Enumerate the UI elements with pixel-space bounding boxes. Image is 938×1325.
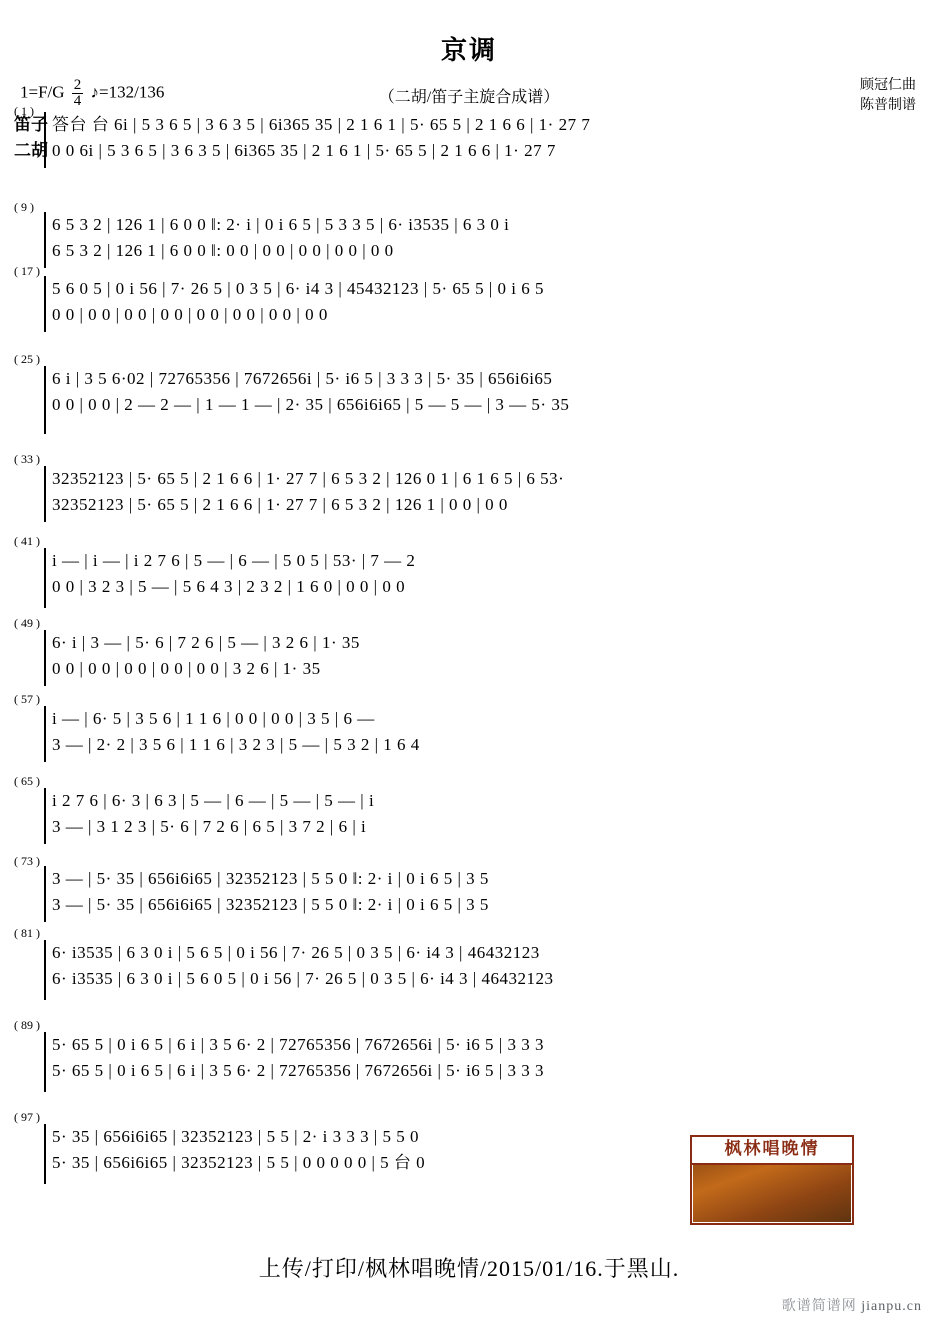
staff-line-bottom: 3 — | 2· 2 | 3 5 6 | 1 1 6 | 3 2 3 | 5 — | 5 3 2 | 1 6 4: [52, 735, 420, 754]
watermark-cn: 歌谱简谱网: [781, 1299, 857, 1314]
staff-line-bottom: 0 0 | 3 2 3 | 5 — | 5 6 4 3 | 2 3 2 | 1 6 0 | 0 0 | 0 0: [52, 577, 406, 596]
score-subtitle: （二胡/笛子主旋合成谱）: [378, 89, 560, 106]
arranger-credit: 陈普制谱: [860, 98, 916, 114]
staff-line-top: 6 i | 3 5 6·02 | 72765356 | 7672656i | 5· i6 5 | 3 3 3 | 5· 35 | 656i6i65: [52, 369, 553, 388]
staff-line-bottom: 3 — | 3 1 2 3 | 5· 6 | 7 2 6 | 6 5 | 3 7 2 | 6 | i: [52, 817, 367, 836]
bar-number: ( 81 ): [14, 926, 40, 940]
staff-line-top: 5· 65 5 | 0 i 6 5 | 6 i | 3 5 6· 2 | 72765356 | 7672656i | 5· i6 5 | 3 3 3: [52, 1035, 544, 1054]
staff-line-bottom: 5· 65 5 | 0 i 6 5 | 6 i | 3 5 6· 2 | 72765356 | 7672656i | 5· i6 5 | 3 3 3: [52, 1061, 544, 1080]
staff-line-top: 5· 35 | 656i6i65 | 32352123 | 5 5 | 2· i 3 3 3 | 5 5 0: [52, 1127, 420, 1146]
bar-number: ( 65 ): [14, 774, 40, 788]
system-10: [52, 866, 924, 918]
footer-credit: 上传/打印/枫林唱晚情/2015/01/16.于黑山.: [258, 1256, 680, 1281]
instrument-label-dizi: 笛子: [14, 115, 48, 134]
staff-line-top: 5 6 0 5 | 0 i 56 | 7· 26 5 | 0 3 5 | 6· i4 3 | 45432123 | 5· 65 5 | 0 i 6 5: [52, 279, 544, 298]
system-7: [52, 630, 924, 682]
key-signature: 1=F/G: [20, 82, 65, 102]
staff-line-bottom: 5· 35 | 656i6i65 | 32352123 | 5 5 | 0 0 0 0 0 | 5 台 0: [52, 1153, 426, 1172]
staff-line-bottom: 0 0 | 0 0 | 0 0 | 0 0 | 0 0 | 0 0 | 0 0 | 0 0: [52, 305, 328, 324]
staff-line-top: i 2 7 6 | 6· 3 | 6 3 | 5 — | 6 — | 5 — | 5 — | i: [52, 791, 375, 810]
staff-line-top: 6 5 3 2 | 126 1 | 6 0 0 ‖: 2· i | 0 i 6 5 | 5 3 3 5 | 6· i3535 | 6 3 0 i: [52, 215, 510, 234]
staff-line-top: i — | i — | i 2 7 6 | 5 — | 6 — | 5 0 5 | 53· | 7 — 2: [52, 551, 416, 570]
instrument-label-erhu: 二胡: [14, 141, 48, 160]
staff-line-top: 32352123 | 5· 65 5 | 2 1 6 6 | 1· 27 7 | 6 5 3 2 | 126 0 1 | 6 1 6 5 | 6 53·: [52, 469, 565, 488]
watermark-en: jianpu.cn: [861, 1299, 922, 1314]
staff-line-bottom: 3 — | 5· 35 | 656i6i65 | 32352123 | 5 5 0 ‖: 2· i | 0 i 6 5 | 3 5: [52, 895, 489, 914]
system-9: [52, 788, 924, 840]
system-8: [52, 706, 924, 758]
bar-number: ( 1 ): [14, 104, 34, 118]
bar-number: ( 49 ): [14, 616, 40, 630]
bar-number: ( 89 ): [14, 1018, 40, 1032]
staff-line-bottom: 0 0 | 0 0 | 0 0 | 0 0 | 0 0 | 3 2 6 | 1· 35: [52, 659, 321, 678]
system-3: [52, 276, 924, 328]
staff-line-top: 6· i | 3 — | 5· 6 | 7 2 6 | 5 — | 3 2 6 | 1· 35: [52, 633, 360, 652]
staff-line-top: 6· i3535 | 6 3 0 i | 5 6 5 | 0 i 56 | 7· 26 5 | 0 3 5 | 6· i4 3 | 46432123: [52, 943, 540, 962]
staff-line-bottom: 6 5 3 2 | 126 1 | 6 0 0 ‖: 0 0 | 0 0 | 0 0 | 0 0 | 0 0: [52, 241, 394, 260]
system-6: [52, 548, 924, 600]
staff-line-bottom: 6· i3535 | 6 3 0 i | 5 6 0 5 | 0 i 56 | 7· 26 5 | 0 3 5 | 6· i4 3 | 46432123: [52, 969, 554, 988]
bar-number: ( 73 ): [14, 854, 40, 868]
signature-stamp-image: [690, 1135, 854, 1225]
staff-line-top: 3 — | 5· 35 | 656i6i65 | 32352123 | 5 5 0 ‖: 2· i | 0 i 6 5 | 3 5: [52, 869, 489, 888]
bar-number: ( 97 ): [14, 1110, 40, 1124]
staff-line-top: 答台 台 6i | 5 3 6 5 | 3 6 3 5 | 6i365 35 | 2 1 6 1 | 5· 65 5 | 2 1 6 6 | 1· 27 7: [52, 115, 591, 134]
staff-line-bottom: 32352123 | 5· 65 5 | 2 1 6 6 | 1· 27 7 | 6 5 3 2 | 126 1 | 0 0 | 0 0: [52, 495, 508, 514]
system-4: [52, 366, 924, 418]
time-signature-numerator: 2: [73, 77, 82, 93]
composer-credit: 顾冠仁曲: [860, 78, 916, 93]
system-11: [52, 940, 924, 992]
bar-number: ( 57 ): [14, 692, 40, 706]
staff-line-bottom: 0 0 | 0 0 | 2 — 2 — | 1 — 1 — | 2· 35 | 656i6i65 | 5 — 5 — | 3 — 5· 35: [52, 395, 570, 414]
bar-number: ( 25 ): [14, 352, 40, 366]
time-signature-denominator: 4: [73, 93, 82, 109]
system-2: [52, 212, 924, 264]
bar-number: ( 41 ): [14, 534, 40, 548]
system-5: [52, 466, 924, 518]
stamp-label: 枫林唱晚情: [690, 1135, 854, 1165]
staff-line-top: i — | 6· 5 | 3 5 6 | 1 1 6 | 0 0 | 0 0 | 3 5 | 6 —: [52, 709, 375, 728]
system-1: [52, 112, 924, 164]
bar-number: ( 9 ): [14, 200, 34, 214]
staff-line-bottom: 0 0 6i | 5 3 6 5 | 3 6 3 5 | 6i365 35 | 2 1 6 1 | 5· 65 5 | 2 1 6 6 | 1· 27 7: [52, 141, 556, 160]
page-title: 京调: [440, 36, 497, 65]
site-watermark: [782, 1295, 922, 1315]
system-12: [52, 1032, 924, 1084]
tempo-marking: ♪=132/136: [90, 82, 165, 102]
bar-number: ( 33 ): [14, 452, 40, 466]
bar-number: ( 17 ): [14, 264, 40, 278]
credits: [860, 76, 916, 117]
